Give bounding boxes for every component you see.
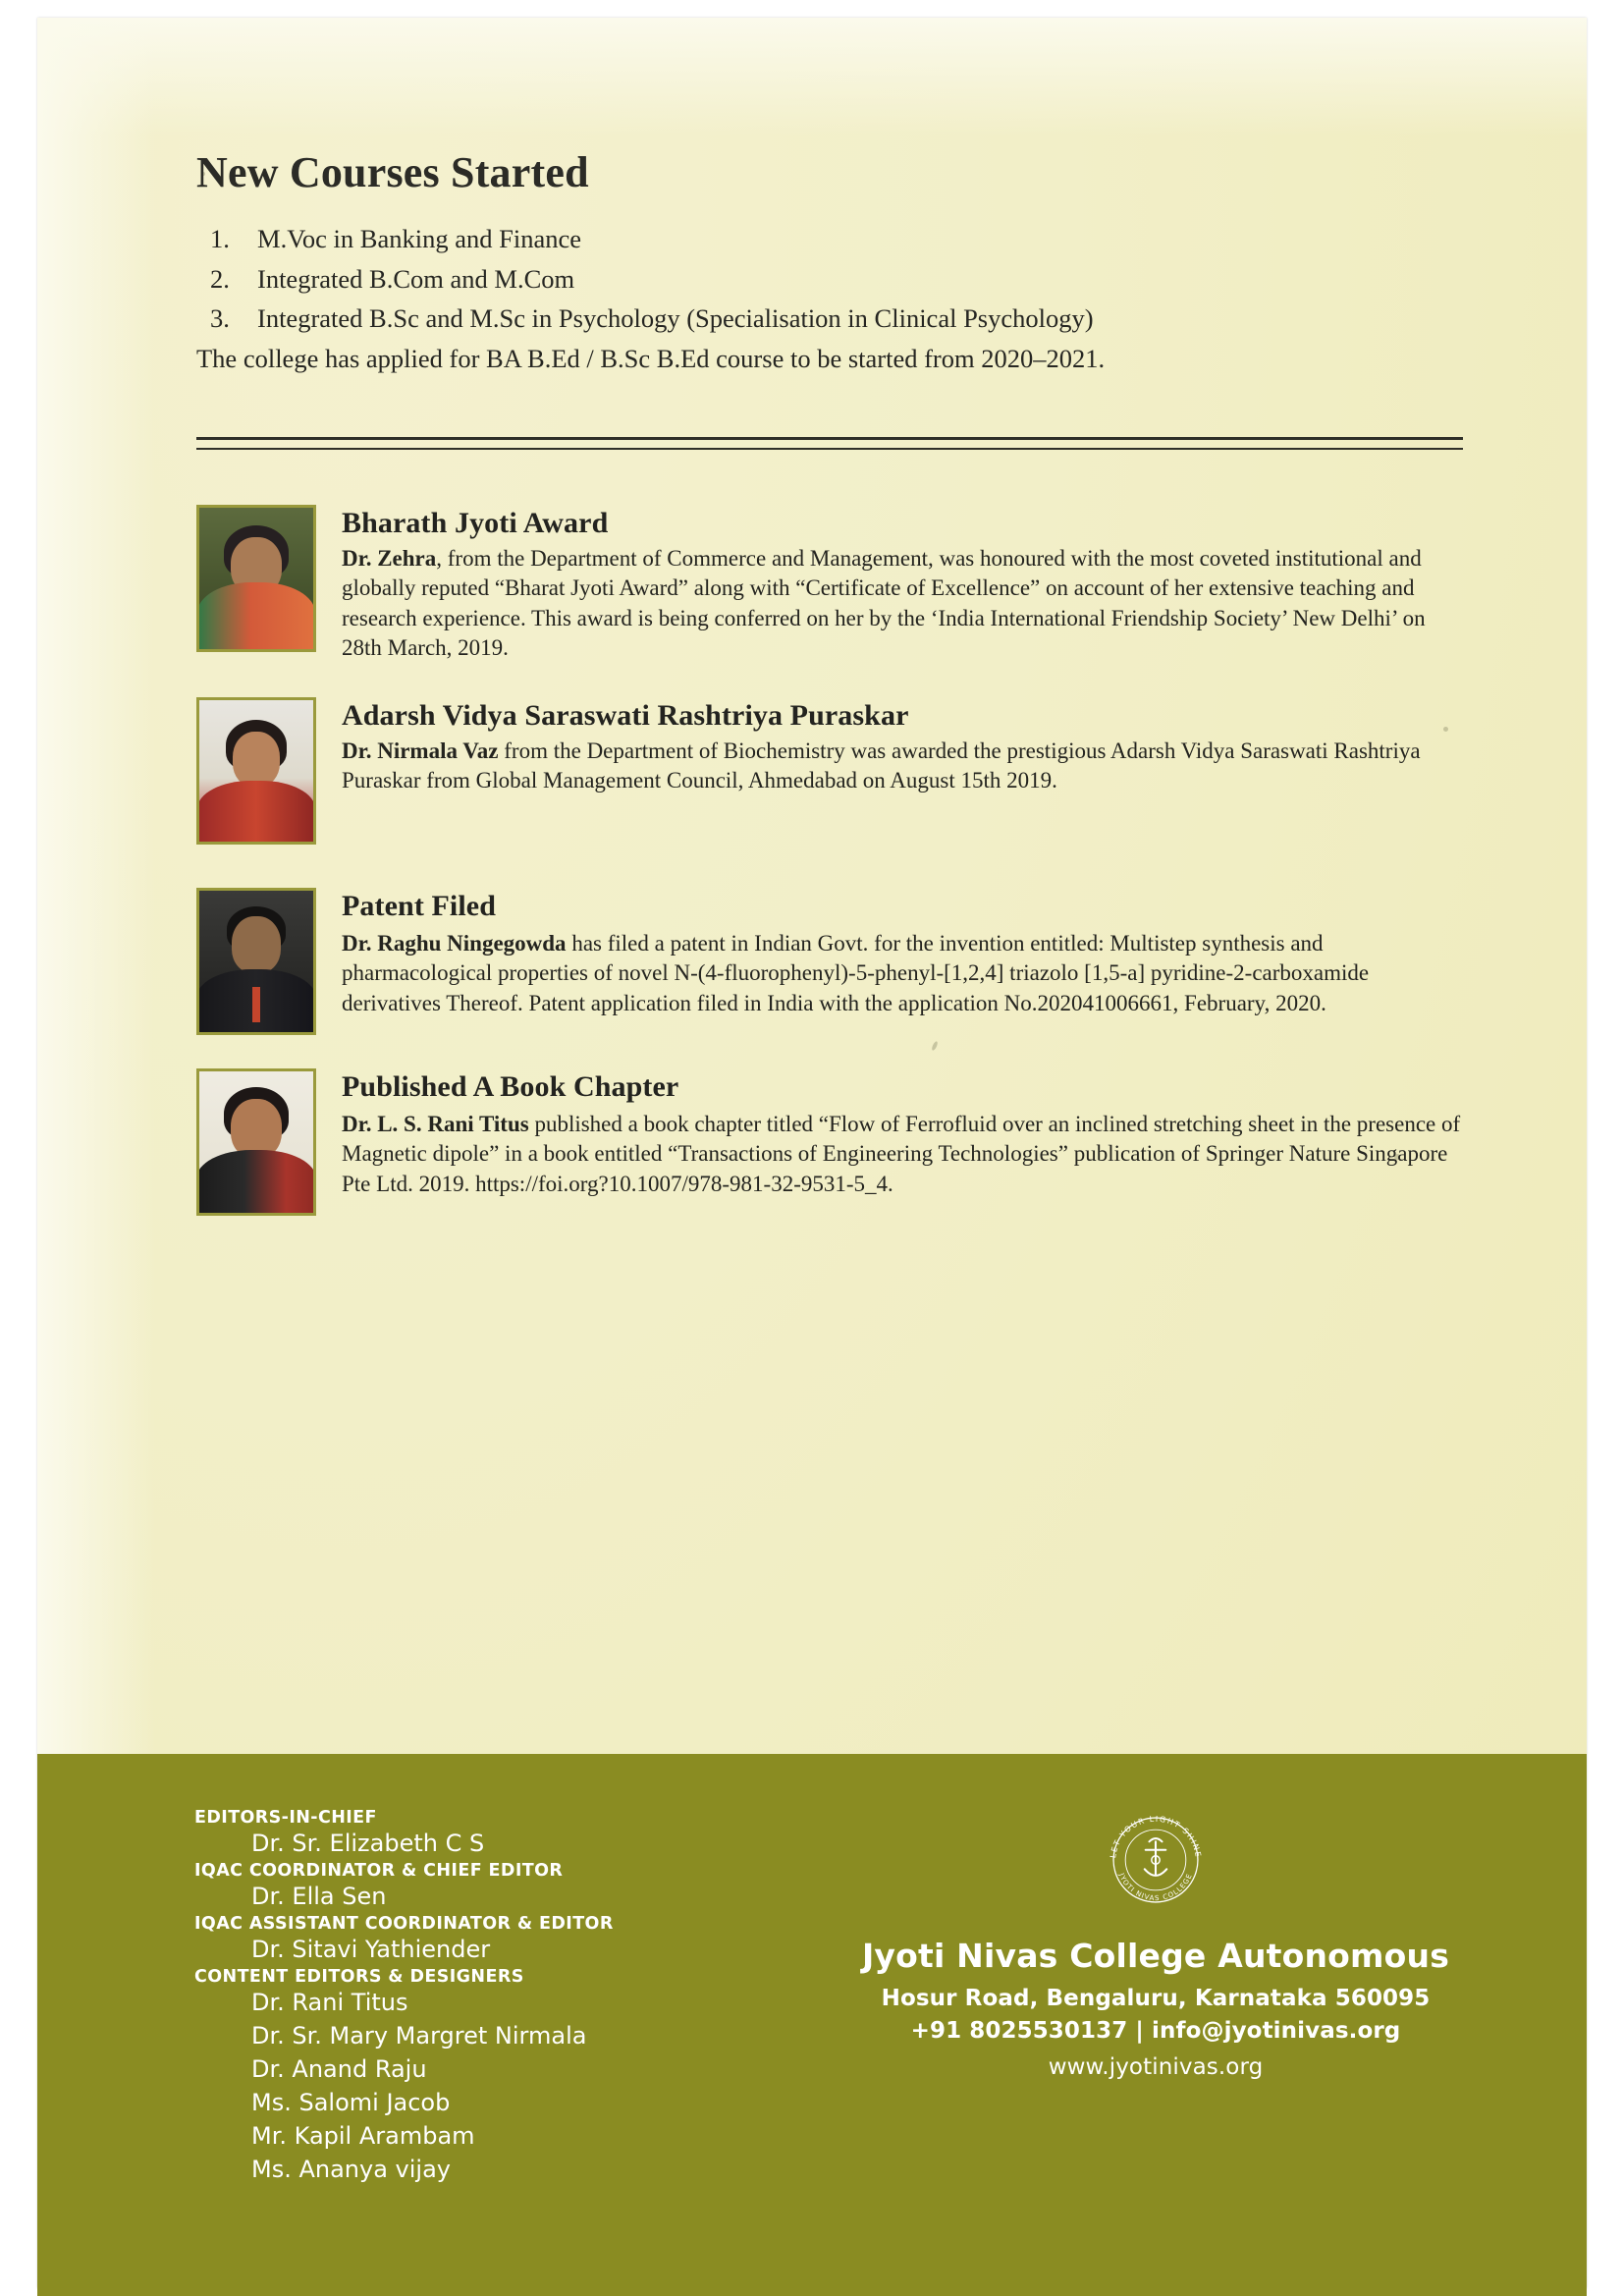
credit-role: CONTENT EDITORS & DESIGNERS [194,1967,524,1987]
award-title: Published A Book Chapter [342,1069,679,1103]
award-body-text: , from the Department of Commerce and Management, was honoured with the most coveted institutional and globally reputed “Bharat Jyoti Award” along with “Certificate of Excellence” on account of her extensive teaching and research experience. This award is being conferred on her by the ‘India International Friendship Society’ New Delhi’ on 28th March, 2019. [342,545,1426,661]
award-body-text: has filed a patent in Indian Govt. for the invention entitled: Multistep synthesis and pharmacological properties of novel N-(4-fluorophenyl)-5-phenyl-[1,2,4] triazolo [1,5-a] pyridine-2-carboxamide derivatives Thereof. Patent application filed in India with the application No.202041006661, February, 2020. [342,930,1370,1015]
award-person: Dr. Nirmala Vaz [342,738,499,763]
credit-name: Mr. Kapil Arambam [251,2122,475,2150]
award-person: Dr. Zehra [342,545,437,571]
list-item: Integrated B.Sc and M.Sc in Psychology (Specialisation in Clinical Psychology) [257,303,1094,334]
credit-group [194,1967,744,2183]
award-entry [196,697,1463,845]
editorial-credits [194,1808,744,2189]
college-info [725,1805,1587,2080]
awards-section [196,505,1463,1216]
document-content [196,147,1463,1249]
page-footer [37,1754,1587,2296]
credit-name-list [194,1989,744,2183]
award-description [342,544,1463,664]
credit-name: Ms. Ananya vijay [251,2156,452,2183]
svg-text:JYOTI NIVAS COLLEGE: JYOTI NIVAS COLLEGE [1117,1872,1195,1903]
svg-text:LET YOUR LIGHT SHINE: LET YOUR LIGHT SHINE [1109,1814,1203,1859]
college-logo-icon [1101,1805,1211,1915]
portrait-photo [196,1068,316,1216]
credit-name: Dr. Anand Raju [251,2055,427,2083]
credit-name: Dr. Sr. Mary Margret Nirmala [251,2022,587,2050]
award-person: Dr. L. S. Rani Titus [342,1111,529,1136]
credit-group [194,1861,744,1910]
award-body-text: from the Department of Biochemistry was awarded the prestigious Adarsh Vidya Saraswati Rashtriya Puraskar from Global Management Council, Ahmedabad on August 15th 2019. [342,738,1421,793]
page-title: New Courses Started [196,148,589,196]
credit-role: IQAC ASSISTANT COORDINATOR & EDITOR [194,1914,614,1934]
award-description [342,929,1463,1019]
credit-name: Dr. Rani Titus [251,1989,408,2016]
award-description [342,1110,1463,1200]
award-title: Adarsh Vidya Saraswati Rashtriya Puraskar [342,698,909,732]
section-divider [196,437,1463,450]
college-name: Jyoti Nivas College Autonomous [861,1937,1450,1975]
credit-group [194,1808,744,1857]
list-item: Integrated B.Com and M.Com [257,263,575,294]
award-entry [196,888,1463,1035]
credit-name: Dr. Sr. Elizabeth C S [251,1830,485,1857]
award-person: Dr. Raghu Ningegowda [342,930,567,956]
award-title: Patent Filed [342,889,497,922]
credit-group [194,1914,744,1963]
credit-role: IQAC COORDINATOR & CHIEF EDITOR [194,1861,564,1881]
award-description [342,737,1463,796]
award-entry [196,505,1463,664]
portrait-photo [196,697,316,845]
college-website[interactable]: www.jyotinivas.org [1048,2053,1264,2080]
credit-name: Dr. Sitavi Yathiender [251,1936,491,1963]
list-item: M.Voc in Banking and Finance [257,224,581,253]
award-entry [196,1068,1463,1216]
credit-name: Ms. Salomi Jacob [251,2089,451,2116]
portrait-photo [196,888,316,1035]
credit-role: EDITORS-IN-CHIEF [194,1808,377,1828]
award-body-text: published a book chapter titled “Flow of Ferrofluid over an inclined stretching sheet in the presence of Magnetic dipole” in a book entitled “Transactions of Engineering Technologies” publication of Springer Nature Singapore Pte Ltd. 2019. https://foi.org?10.1007/978-981-32-9531-5_4. [342,1111,1461,1196]
credit-name: Dr. Ella Sen [251,1883,387,1910]
college-contact: +91 8025530137 | info@jyotinivas.org [910,2018,1401,2045]
college-address: Hosur Road, Bengaluru, Karnataka 560095 [881,1986,1431,2011]
portrait-photo [196,505,316,652]
new-courses-list [196,221,1463,338]
award-title: Bharath Jyoti Award [342,506,609,539]
courses-note: The college has applied for BA B.Ed / B.Sc B.Ed course to be started from 2020–2021. [196,343,1106,373]
